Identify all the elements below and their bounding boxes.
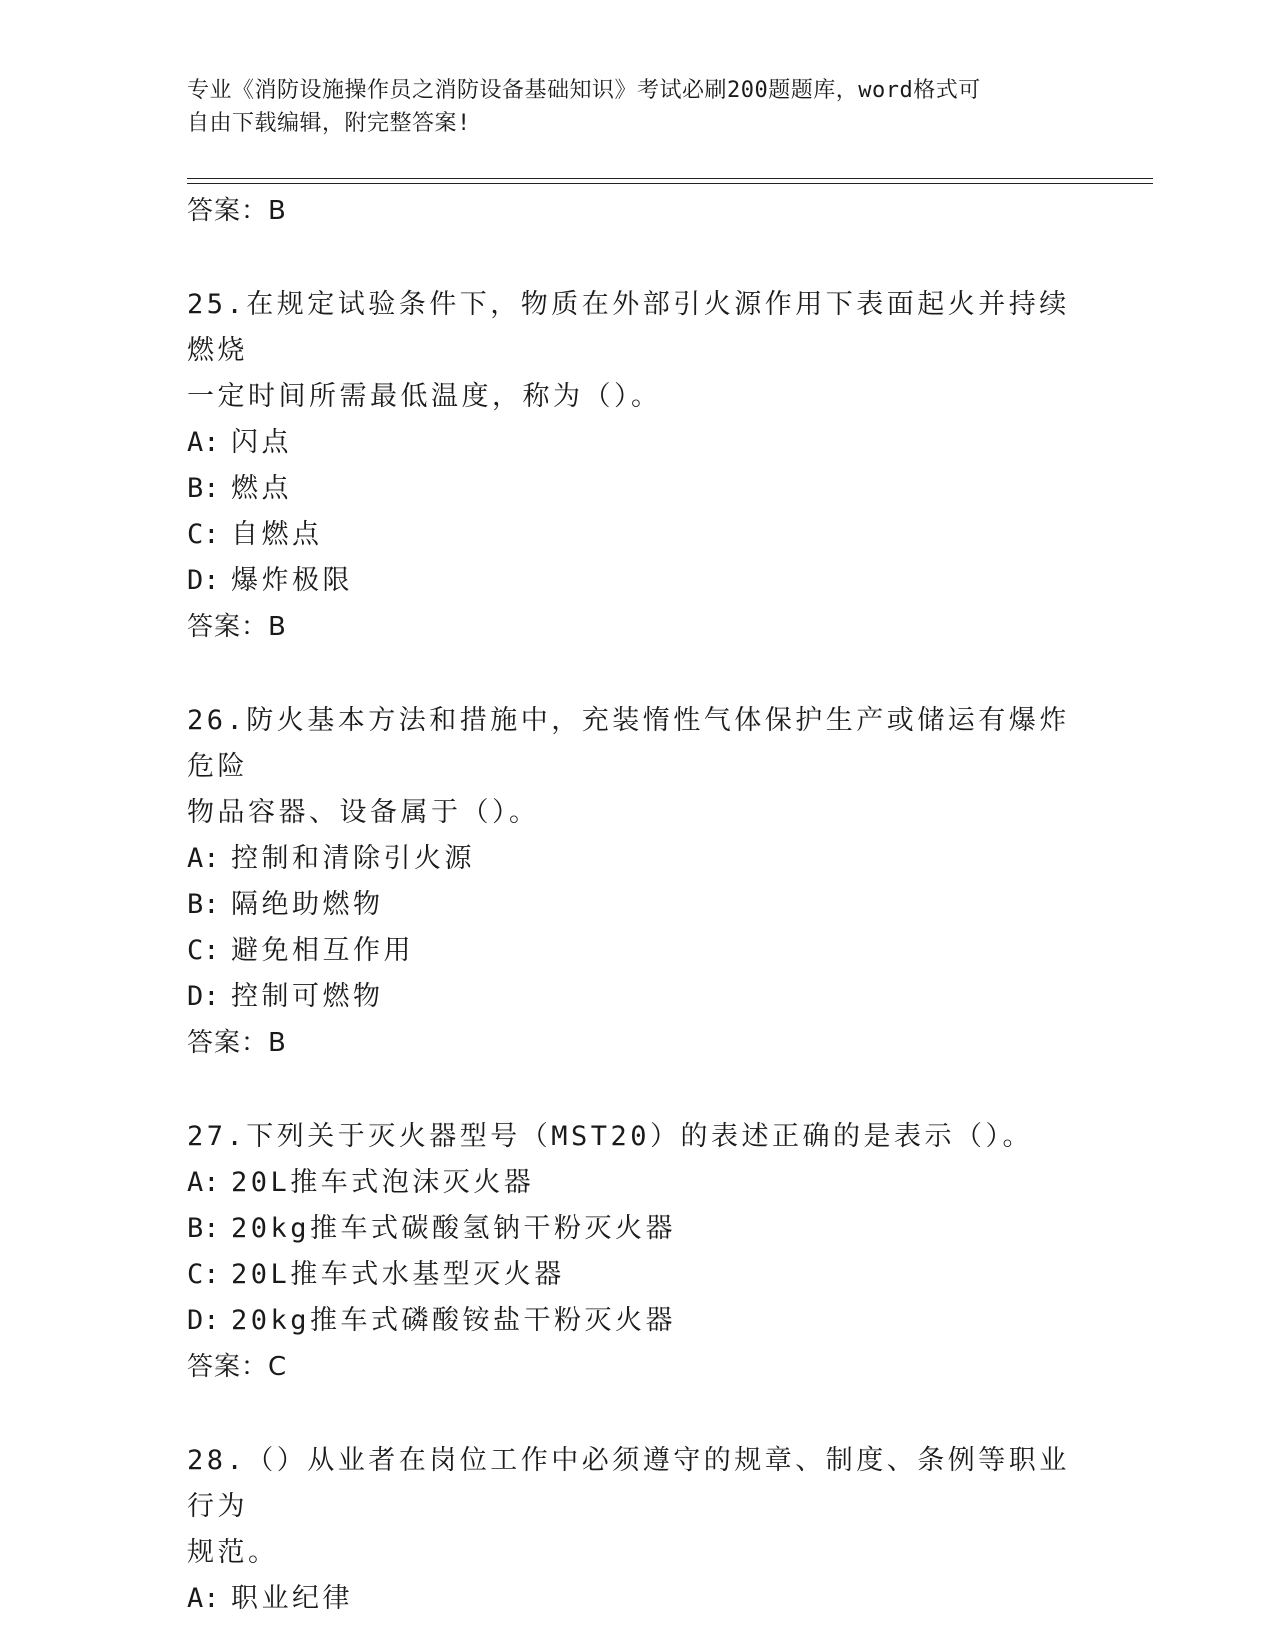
header-line-1: 专业《消防设施操作员之消防设备基础知识》考试必刷200题题库，word格式可 [187,78,981,103]
option-text: 20L推车式水基型灭火器 [231,1259,565,1290]
answer-label: 答案： [187,196,269,226]
question-text-line: 27.下列关于灭火器型号（MST20）的表述正确的是表示（）。 [187,1121,1034,1152]
answer-line [187,604,1087,650]
answer-label: 答案： [187,1352,269,1382]
option-letter: A: [187,1167,220,1198]
option-letter: C: [187,935,220,966]
option-letter: C: [187,1259,220,1290]
answer-value: B [268,1028,287,1058]
option-letter: D: [187,1305,220,1336]
option-d [187,1298,1087,1344]
option-text: 职业纪律 [231,1583,353,1614]
question-text-line: 一定时间所需最低温度，称为（）。 [187,381,662,412]
option-text: 控制和清除引火源 [231,843,475,874]
option-a [187,1160,1087,1206]
option-text: 自燃点 [231,519,323,550]
option-c [187,512,1087,558]
option-text: 避免相互作用 [231,935,414,966]
header-line-2: 自由下载编辑，附完整答案! [187,111,471,136]
answer-label: 答案： [187,1028,269,1058]
option-d [187,558,1087,604]
option-letter: B: [187,889,220,920]
question-block [187,1114,1087,1390]
answer-line [187,1344,1087,1390]
question-text-line: 25.在规定试验条件下，物质在外部引火源作用下表面起火并持续燃烧 [187,289,1070,366]
option-text: 20kg推车式碳酸氢钠干粉灭火器 [231,1213,677,1244]
option-letter: B: [187,473,220,504]
question-block [187,698,1087,1066]
answer-line [187,188,1087,234]
option-letter: C: [187,519,220,550]
option-text: 燃点 [231,473,292,504]
question-block [187,1438,1087,1622]
option-letter: A: [187,427,220,458]
question-list [187,188,1087,1622]
question-text-line: 28.（）从业者在岗位工作中必须遵守的规章、制度、条例等职业行为 [187,1445,1070,1522]
answer-line [187,1020,1087,1066]
option-text: 隔绝助燃物 [231,889,384,920]
option-text: 20L推车式泡沫灭火器 [231,1167,535,1198]
option-d [187,974,1087,1020]
option-c [187,1252,1087,1298]
option-text: 20kg推车式磷酸铵盐干粉灭火器 [231,1305,677,1336]
question-block [187,282,1087,650]
option-text: 爆炸极限 [231,565,353,596]
answer-value: C [268,1352,288,1382]
answer-label: 答案： [187,612,269,642]
option-a [187,836,1087,882]
question-text-line: 物品容器、设备属于（）。 [187,797,540,828]
answer-value: B [268,612,287,642]
option-letter: A: [187,843,220,874]
option-a [187,420,1087,466]
option-letter: A: [187,1583,220,1614]
option-b [187,1206,1087,1252]
answer-value: B [268,196,287,226]
option-a [187,1576,1087,1622]
header-divider-top [187,178,1153,179]
option-text: 控制可燃物 [231,981,384,1012]
option-letter: D: [187,565,220,596]
header-divider-bottom [187,183,1153,184]
document-header [187,74,1067,140]
question-text-line: 26.防火基本方法和措施中，充装惰性气体保护生产或储运有爆炸危险 [187,705,1070,782]
option-b [187,882,1087,928]
option-letter: B: [187,1213,220,1244]
option-b [187,466,1087,512]
option-text: 闪点 [231,427,292,458]
question-text-line: 规范。 [187,1537,279,1568]
option-c [187,928,1087,974]
option-letter: D: [187,981,220,1012]
